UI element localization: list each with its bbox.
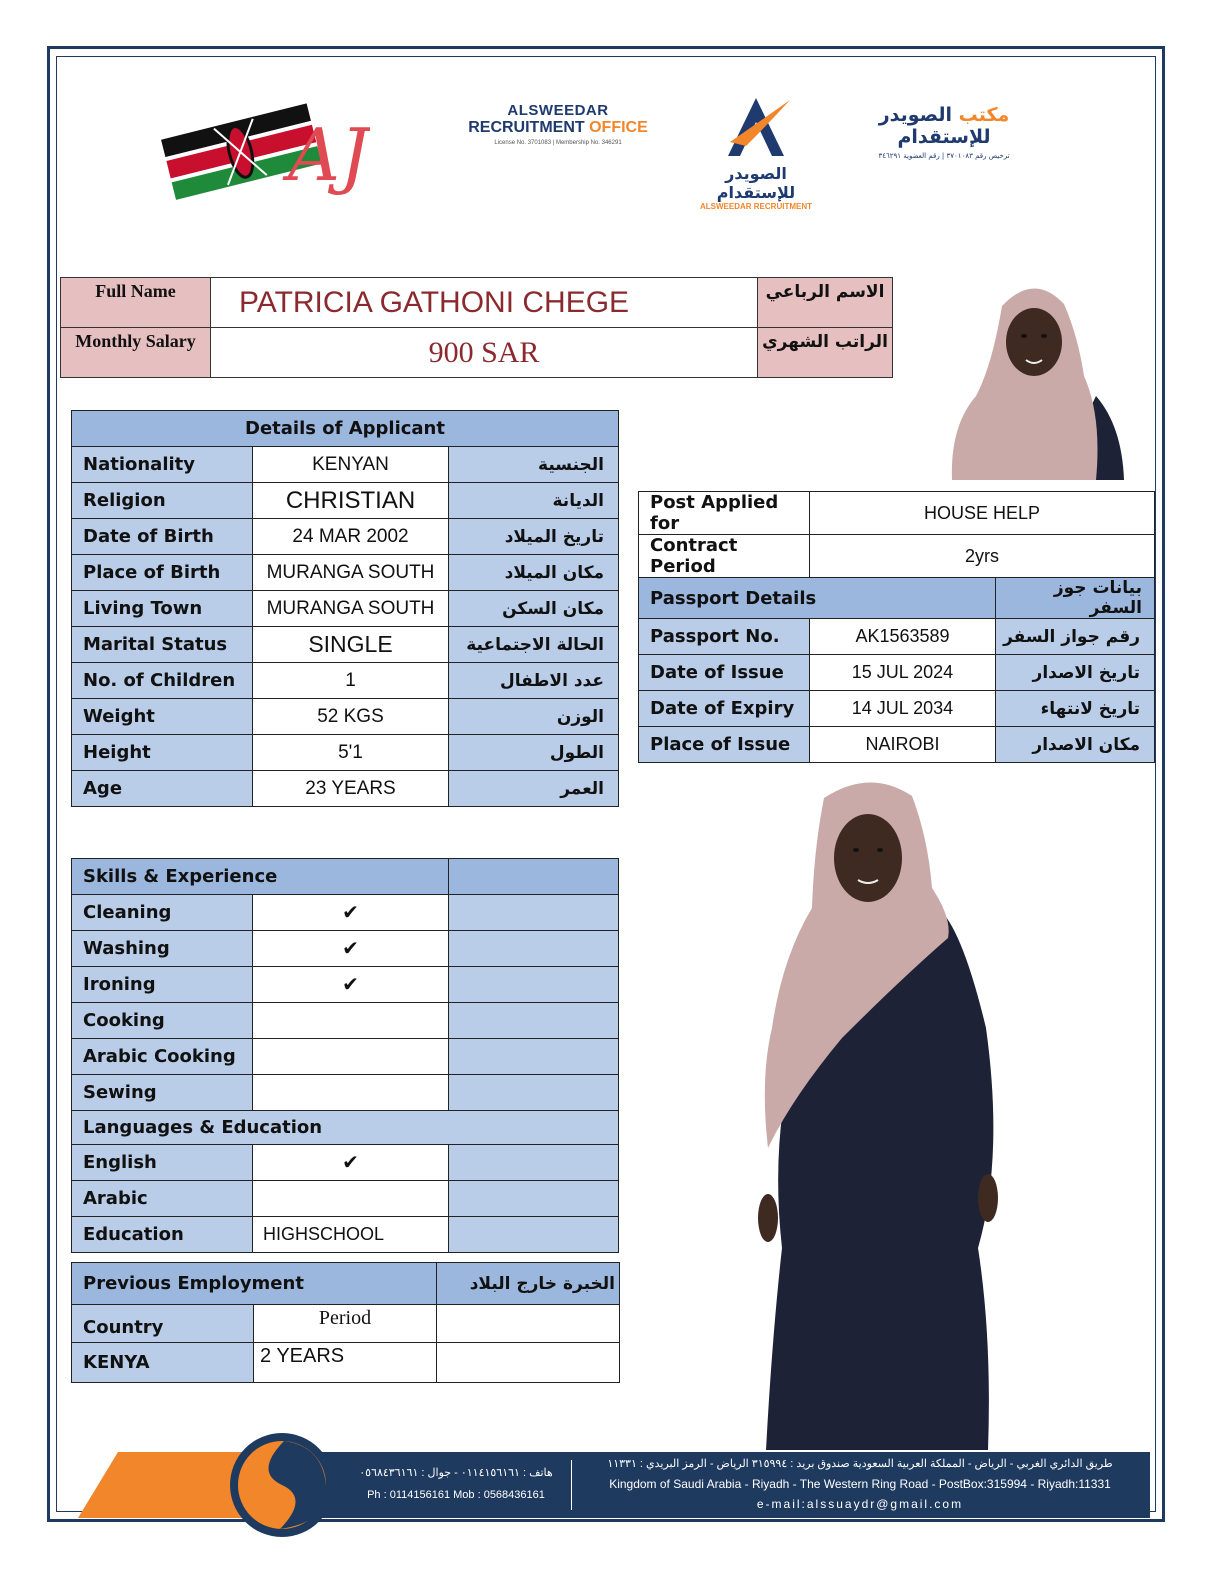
passport-header-row (639, 578, 1155, 619)
contract-period-row (639, 535, 1155, 578)
footer-address-block (580, 1454, 1140, 1514)
applicant-portrait-photo (946, 276, 1128, 480)
office-logo-line1: ALSWEEDAR (507, 102, 609, 119)
details-label-ar: مكان الميلاد (449, 555, 619, 591)
skill-label: Washing (72, 931, 253, 967)
passport-label-ar: رقم جواز السفر (996, 619, 1155, 655)
skill-label: Arabic Cooking (72, 1039, 253, 1075)
skill-row-washing (72, 931, 619, 967)
footer-address-en: Kingdom of Saudi Arabia - Riyadh - The Western Ring Road - PostBox:315994 - Riyadh:11331 (609, 1477, 1111, 1491)
passport-title: Passport Details (639, 578, 996, 619)
details-row-religion (72, 483, 619, 519)
post-passport-table (638, 491, 1155, 763)
salary-row (61, 328, 893, 378)
skill-check: ✔ (253, 931, 449, 967)
skill-check (253, 1075, 449, 1111)
details-label: No. of Children (72, 663, 253, 699)
lang-value (253, 1181, 449, 1217)
passport-row-issue-date (639, 655, 1155, 691)
lang-label: Arabic (72, 1181, 253, 1217)
languages-header-row (72, 1111, 619, 1145)
applicant-full-body-photo (752, 778, 1014, 1450)
post-applied-label: Post Applied for (639, 492, 810, 535)
details-value: 52 KGS (253, 699, 449, 735)
post-applied-value: HOUSE HELP (810, 492, 1155, 535)
post-applied-row (639, 492, 1155, 535)
details-row-nationality (72, 447, 619, 483)
details-value: CHRISTIAN (253, 483, 449, 519)
passport-value: 15 JUL 2024 (810, 655, 996, 691)
footer-phone-ar: هاتف : ٠١١٤١٥٦١٦١ - جوال : ٠٥٦٨٤٣٦١٦١ (359, 1467, 553, 1479)
contract-period-value: 2yrs (810, 535, 1155, 578)
details-label-ar: عدد الاطفال (449, 663, 619, 699)
office-logo-license: License No. 3701083 | Membership No. 346291 (494, 140, 622, 146)
passport-value: AK1563589 (810, 619, 996, 655)
footer-address-ar: طريق الدائري الغربي - الرياض - المملكة العربية السعودية صندوق بريد : ٣١٥٩٩٤ الرياض - الرمز البريدي : ١١٣٣١ (607, 1458, 1113, 1470)
details-label-ar: الحالة الاجتماعية (449, 627, 619, 663)
details-row-age (72, 771, 619, 807)
footer-orange-shape (78, 1452, 246, 1518)
details-value: MURANGA SOUTH (253, 591, 449, 627)
details-label: Age (72, 771, 253, 807)
skill-check (253, 1003, 449, 1039)
passport-label: Date of Expiry (639, 691, 810, 727)
details-label: Marital Status (72, 627, 253, 663)
identity-table (60, 277, 893, 378)
employment-title: Previous Employment (72, 1263, 437, 1305)
arabic-logo-subtitle: ترخيص رقم ٣٧٠١٠٨٣ | رقم العضوية ٣٤٦٢٩١ (878, 152, 1010, 160)
employment-country: KENYA (72, 1343, 254, 1383)
salary-label: Monthly Salary (61, 328, 211, 378)
details-label: Nationality (72, 447, 253, 483)
details-header-row (72, 411, 619, 447)
passport-row-number (639, 619, 1155, 655)
passport-label: Passport No. (639, 619, 810, 655)
details-label-ar: الجنسية (449, 447, 619, 483)
a-mark-icon (716, 94, 796, 164)
details-label-ar: تاريخ الميلاد (449, 519, 619, 555)
details-value: 5'1 (253, 735, 449, 771)
passport-label: Place of Issue (639, 727, 810, 763)
lang-row-english (72, 1145, 619, 1181)
lang-label: English (72, 1145, 253, 1181)
salary-value: 900 SAR (211, 328, 758, 378)
details-label-ar: الوزن (449, 699, 619, 735)
details-row-place-of-birth (72, 555, 619, 591)
lang-value: HIGHSCHOOL (253, 1217, 449, 1253)
footer-phone-block (340, 1462, 572, 1506)
employment-row (72, 1343, 620, 1383)
details-label: Religion (72, 483, 253, 519)
skill-check: ✔ (253, 967, 449, 1003)
skill-row-sewing (72, 1075, 619, 1111)
skill-label: Ironing (72, 967, 253, 1003)
skill-row-cooking (72, 1003, 619, 1039)
contract-period-label: Contract Period (639, 535, 810, 578)
passport-label-ar: مكان الاصدار (996, 727, 1155, 763)
footer-email-link[interactable]: e-mail:alssuaydr@gmail.com (756, 1497, 964, 1511)
passport-title-ar: بيانات جوز السفر (996, 578, 1155, 619)
passport-row-expiry-date (639, 691, 1155, 727)
salary-label-ar: الراتب الشهري (758, 328, 893, 378)
details-label-ar: مكان السكن (449, 591, 619, 627)
details-row-dob (72, 519, 619, 555)
a-logo-arabic: الصويدر للإستقدام (716, 164, 796, 202)
employment-country-header: Country (72, 1305, 254, 1343)
employment-table (71, 1262, 620, 1383)
alsweedar-office-logo (468, 102, 648, 164)
arabic-office-logo (846, 104, 1042, 158)
skill-label: Sewing (72, 1075, 253, 1111)
employment-col-header-row (72, 1305, 620, 1343)
details-label-ar: الطول (449, 735, 619, 771)
skill-check (253, 1039, 449, 1075)
full-name-label: Full Name (61, 278, 211, 328)
footer-circle-logo (224, 1432, 340, 1538)
skills-table (71, 858, 619, 1253)
alsweedar-a-logo (686, 94, 826, 211)
full-name-value: PATRICIA GATHONI CHEGE (211, 278, 758, 328)
lang-row-arabic (72, 1181, 619, 1217)
a-logo-english: ALSWEEDAR RECRUITMENT (700, 202, 812, 211)
details-row-marital-status (72, 627, 619, 663)
kenya-flag-aj-logo (160, 88, 370, 208)
details-label-ar: الديانة (449, 483, 619, 519)
employment-period-header: Period (254, 1305, 437, 1343)
details-row-height (72, 735, 619, 771)
skill-row-ironing (72, 967, 619, 1003)
details-value: SINGLE (253, 627, 449, 663)
details-row-living-town (72, 591, 619, 627)
lang-row-education (72, 1217, 619, 1253)
employment-header-row (72, 1263, 620, 1305)
footer-divider (571, 1460, 572, 1510)
details-row-weight (72, 699, 619, 735)
skills-header-row (72, 859, 619, 895)
details-label: Height (72, 735, 253, 771)
skill-label: Cooking (72, 1003, 253, 1039)
passport-label: Date of Issue (639, 655, 810, 691)
details-label: Date of Birth (72, 519, 253, 555)
skill-row-arabic-cooking (72, 1039, 619, 1075)
skill-check: ✔ (253, 895, 449, 931)
footer-phone-en: Ph : 0114156161 Mob : 0568436161 (367, 1489, 545, 1501)
skill-label: Cleaning (72, 895, 253, 931)
details-value: KENYAN (253, 447, 449, 483)
details-value: 1 (253, 663, 449, 699)
details-label: Living Town (72, 591, 253, 627)
lang-label: Education (72, 1217, 253, 1253)
details-title: Details of Applicant (72, 411, 619, 447)
details-label-ar: العمر (449, 771, 619, 807)
passport-label-ar: تاريخ الاصدار (996, 655, 1155, 691)
employment-title-ar: الخبرة خارج البلاد (437, 1263, 620, 1305)
office-logo-line2: RECRUITMENT OFFICE (468, 119, 648, 136)
passport-value: NAIROBI (810, 727, 996, 763)
details-row-children (72, 663, 619, 699)
aj-logo-text: AJ (288, 113, 369, 197)
details-value: 24 MAR 2002 (253, 519, 449, 555)
details-label: Weight (72, 699, 253, 735)
employment-period: 2 YEARS (254, 1343, 437, 1383)
full-name-row (61, 278, 893, 328)
details-value: 23 YEARS (253, 771, 449, 807)
full-name-label-ar: الاسم الرباعي (758, 278, 893, 328)
passport-value: 14 JUL 2034 (810, 691, 996, 727)
details-value: MURANGA SOUTH (253, 555, 449, 591)
details-table (71, 410, 619, 807)
lang-value: ✔ (253, 1145, 449, 1181)
skills-title: Skills & Experience (72, 859, 449, 895)
details-label: Place of Birth (72, 555, 253, 591)
languages-title: Languages & Education (72, 1111, 619, 1145)
passport-row-place-of-issue (639, 727, 1155, 763)
skill-row-cleaning (72, 895, 619, 931)
passport-label-ar: تاريخ لانتهاء (996, 691, 1155, 727)
arabic-logo-title: مكتب الصويدر للإستقدام (878, 104, 1010, 148)
